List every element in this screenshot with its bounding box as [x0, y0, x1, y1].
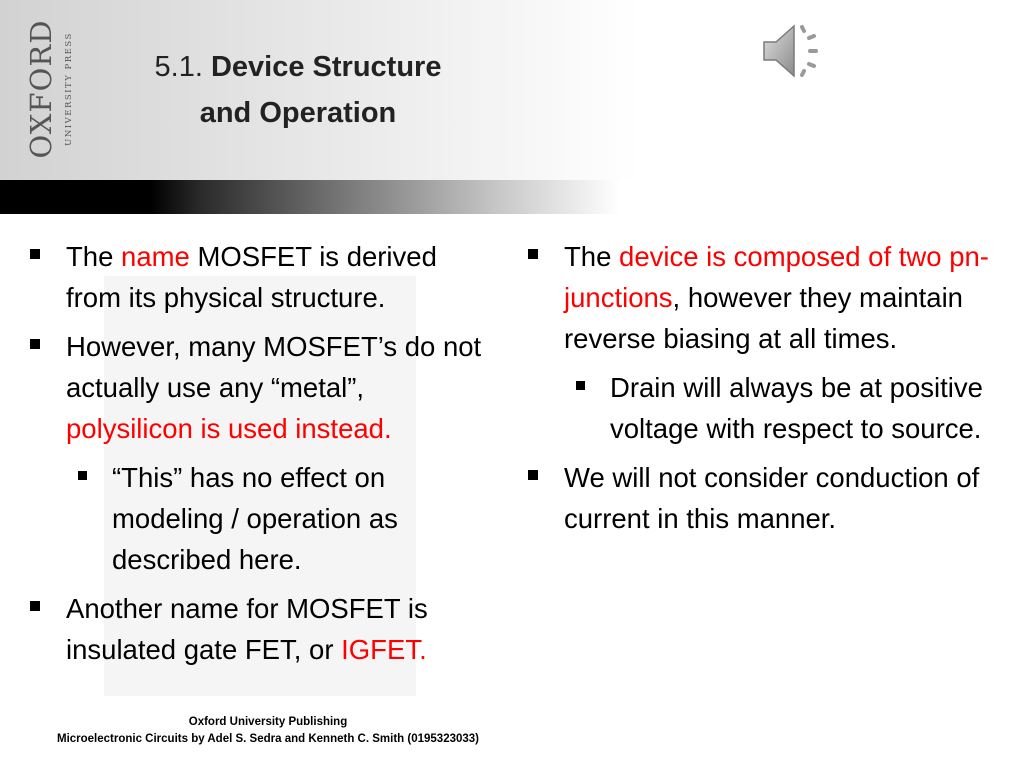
logo-wordmark: OXFORD — [24, 19, 58, 159]
oxford-logo — [18, 18, 74, 160]
bullet-icon — [576, 381, 585, 390]
bullet-icon — [528, 249, 538, 259]
header-band — [0, 180, 1024, 214]
slide-header — [0, 0, 1024, 180]
slide-title — [100, 44, 496, 136]
title-number: 5.1. — [154, 51, 203, 83]
bullet-item — [528, 236, 994, 359]
bullet-icon — [30, 339, 40, 349]
text-run: Drain will always be at positive voltage with respect to source. — [610, 372, 983, 444]
highlight-text: polysilicon is used instead. — [66, 413, 392, 444]
text-run: MOSFET is derived from its physical structure. — [66, 241, 437, 313]
slide-footer — [0, 714, 536, 748]
speaker-icon[interactable] — [760, 18, 826, 84]
title-line-2: and Operation — [199, 97, 397, 129]
text-run: “This” has no effect on modeling / operation as described here. — [112, 462, 398, 575]
highlight-text: device is composed of two pn-junctions — [564, 241, 989, 313]
text-run: , however they maintain reverse biasing at all times. — [564, 282, 963, 354]
text-run: We will not consider conduction of current in this manner. — [564, 462, 980, 534]
footer-citation: Microelectronic Circuits by Adel S. Sedra and Kenneth C. Smith (0195323033) — [56, 733, 479, 745]
bullet-icon — [78, 471, 87, 480]
bullet-icon — [30, 249, 40, 259]
title-line-1: Device Structure — [210, 51, 442, 83]
left-column — [30, 236, 490, 678]
logo-subtitle: UNIVERSITY PRESS — [64, 32, 74, 146]
bullet-item — [30, 588, 490, 670]
bullet-icon — [30, 601, 40, 611]
text-run: Another name for MOSFET is insulated gate FET, or — [66, 593, 428, 665]
bullet-icon — [528, 470, 538, 480]
footer-publisher: Oxford University Publishing — [188, 716, 348, 728]
text-run: However, many MOSFET’s do not actually use any “metal”, — [66, 331, 482, 403]
right-column — [528, 236, 994, 547]
highlight-text: name — [121, 241, 190, 272]
text-run: The — [66, 241, 122, 272]
bullet-item — [30, 326, 490, 449]
sub-bullet-item — [30, 457, 490, 580]
sub-bullet-item — [528, 367, 994, 449]
text-run: The — [564, 241, 620, 272]
bullet-item — [528, 457, 994, 539]
bullet-item — [30, 236, 490, 318]
highlight-text: IGFET. — [341, 634, 427, 665]
